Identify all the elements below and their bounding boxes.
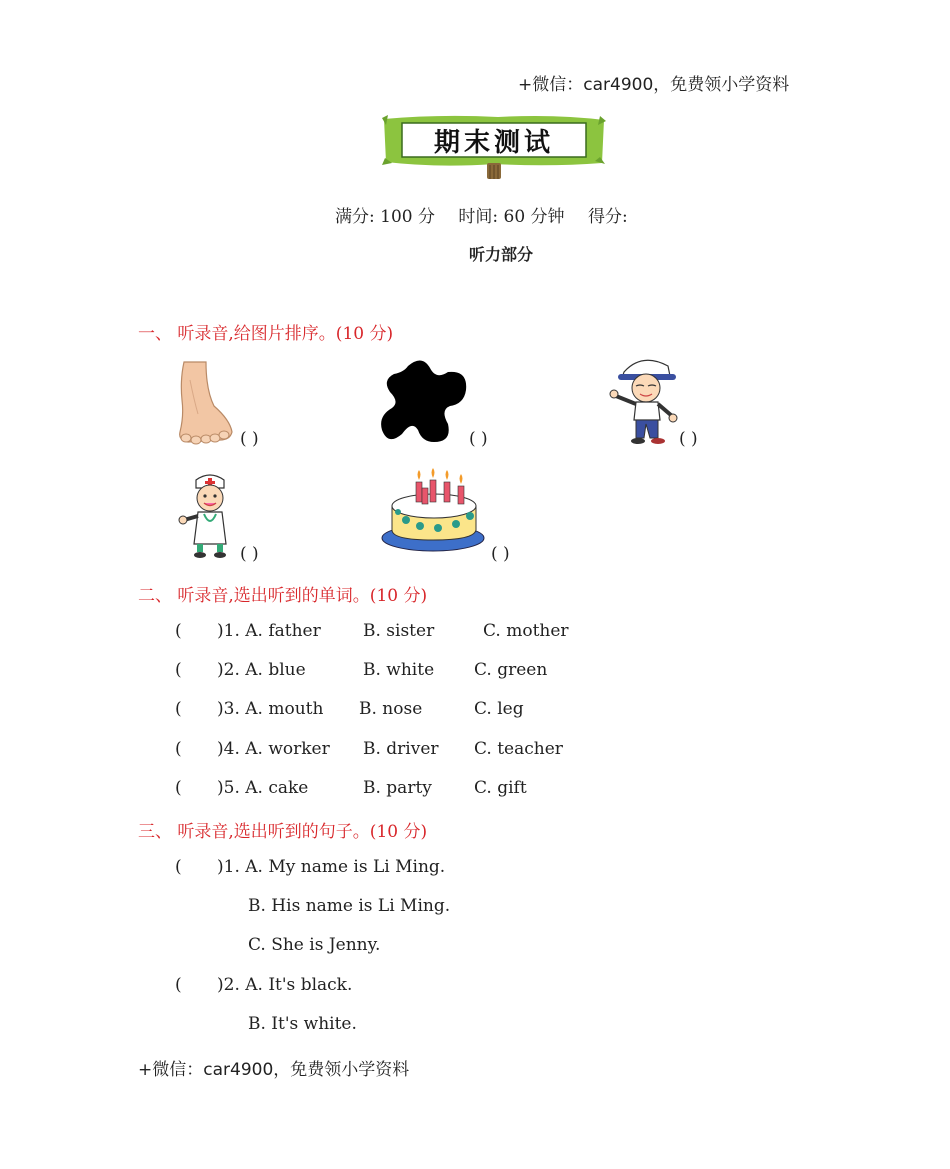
birthday-cake-icon xyxy=(380,468,486,554)
option-a: )4. A. worker xyxy=(217,739,330,759)
option-b: B. nose xyxy=(359,699,423,719)
picture-doctor xyxy=(178,470,240,558)
section1-heading: 一、 听录音,给图片排序。(10 分) xyxy=(138,324,394,344)
answer-blank-2[interactable]: ( ) xyxy=(469,429,488,449)
time-limit: 时间: 60 分钟 xyxy=(458,207,565,227)
option-a: )2. A. It's black. xyxy=(217,975,353,995)
option-a: )3. A. mouth xyxy=(217,699,324,719)
option-b: B. It's white. xyxy=(248,1014,357,1034)
full-score: 满分: 100 分 xyxy=(335,207,435,227)
option-a: )2. A. blue xyxy=(217,660,306,680)
title-banner xyxy=(380,113,608,181)
option-b: B. His name is Li Ming. xyxy=(248,896,451,916)
watermark-bottom: +微信：car4900，免费领小学资料 xyxy=(138,1060,410,1080)
answer-bracket[interactable]: ( xyxy=(175,778,182,798)
picture-boy xyxy=(606,354,680,446)
score-info xyxy=(335,202,646,227)
picture-foot xyxy=(172,360,238,446)
question-row xyxy=(175,621,675,645)
answer-blank-5[interactable]: ( ) xyxy=(491,544,510,564)
option-b: B. sister xyxy=(363,621,435,641)
option-c: C. gift xyxy=(474,778,527,798)
picture-black-blob xyxy=(378,358,470,446)
answer-blank-4[interactable]: ( ) xyxy=(240,544,259,564)
option-c: C. She is Jenny. xyxy=(248,935,381,955)
answer-bracket[interactable]: ( xyxy=(175,857,182,877)
answer-bracket[interactable]: ( xyxy=(175,699,182,719)
answer-bracket[interactable]: ( xyxy=(175,739,182,759)
answer-bracket[interactable]: ( xyxy=(175,975,182,995)
black-blob-icon xyxy=(378,358,470,446)
question-row xyxy=(175,857,675,881)
section3-heading: 三、 听录音,选出听到的句子。(10 分) xyxy=(138,822,428,842)
score-field: 得分: xyxy=(587,207,628,227)
answer-bracket[interactable]: ( xyxy=(175,621,182,641)
doctor-icon xyxy=(178,470,240,558)
question-row xyxy=(175,699,675,723)
option-b: B. party xyxy=(363,778,432,798)
option-a: )1. A. father xyxy=(217,621,321,641)
section2-heading: 二、 听录音,选出听到的单词。(10 分) xyxy=(138,586,428,606)
part-title: 听力部分 xyxy=(469,245,534,264)
picture-cake xyxy=(380,468,486,554)
option-a: )5. A. cake xyxy=(217,778,309,798)
answer-blank-3[interactable]: ( ) xyxy=(679,429,698,449)
option-c: C. leg xyxy=(474,699,524,719)
answer-blank-1[interactable]: ( ) xyxy=(240,429,259,449)
watermark-top: +微信：car4900，免费领小学资料 xyxy=(518,75,790,95)
question-row xyxy=(175,778,675,802)
question-row xyxy=(175,739,675,763)
option-b: B. white xyxy=(363,660,435,680)
question-row xyxy=(175,660,675,684)
boy-with-cap-icon xyxy=(606,354,680,446)
option-c: C. teacher xyxy=(474,739,563,759)
answer-bracket[interactable]: ( xyxy=(175,660,182,680)
foot-icon xyxy=(172,360,238,446)
option-c: C. mother xyxy=(483,621,569,641)
question-row xyxy=(175,975,675,999)
option-b: B. driver xyxy=(363,739,439,759)
page-title: 期末测试 xyxy=(433,128,554,158)
option-c: C. green xyxy=(474,660,548,680)
option-a: )1. A. My name is Li Ming. xyxy=(217,857,446,877)
